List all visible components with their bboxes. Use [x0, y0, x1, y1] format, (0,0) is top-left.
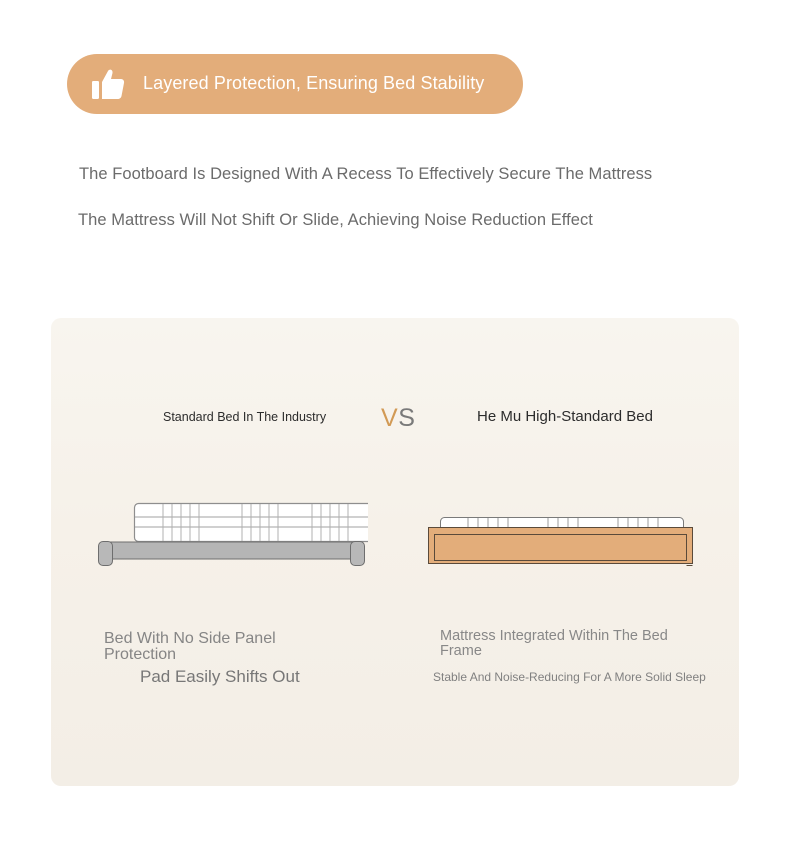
description-line-2: The Mattress Will Not Shift Or Slide, Achieving Noise Reduction Effect: [78, 211, 593, 229]
standard-bed-subcaption: Pad Easily Shifts Out: [140, 667, 300, 686]
thumbs-up-icon: [91, 67, 125, 101]
hemu-bed-caption: Mattress Integrated Within The Bed Frame: [440, 628, 668, 659]
hemu-bed-subcaption: Stable And Noise-Reducing For A More Solid Sleep: [433, 670, 706, 684]
description-line-1: The Footboard Is Designed With A Recess To Effectively Secure The Mattress: [79, 165, 653, 183]
standard-bed-title: Standard Bed In The Industry: [163, 410, 327, 424]
vs-letter-s: S: [398, 404, 416, 432]
vs-label: [381, 404, 415, 433]
hemu-bed-illustration: [426, 513, 696, 567]
standard-bed-caption: Bed With No Side Panel Protection: [104, 630, 276, 663]
standard-bed-illustration: [96, 500, 368, 570]
vs-letter-v: V: [381, 404, 399, 432]
badge-label: Layered Protection, Ensuring Bed Stability: [143, 73, 485, 93]
feature-badge: [67, 54, 523, 114]
hemu-bed-title: He Mu High-Standard Bed: [477, 408, 653, 425]
